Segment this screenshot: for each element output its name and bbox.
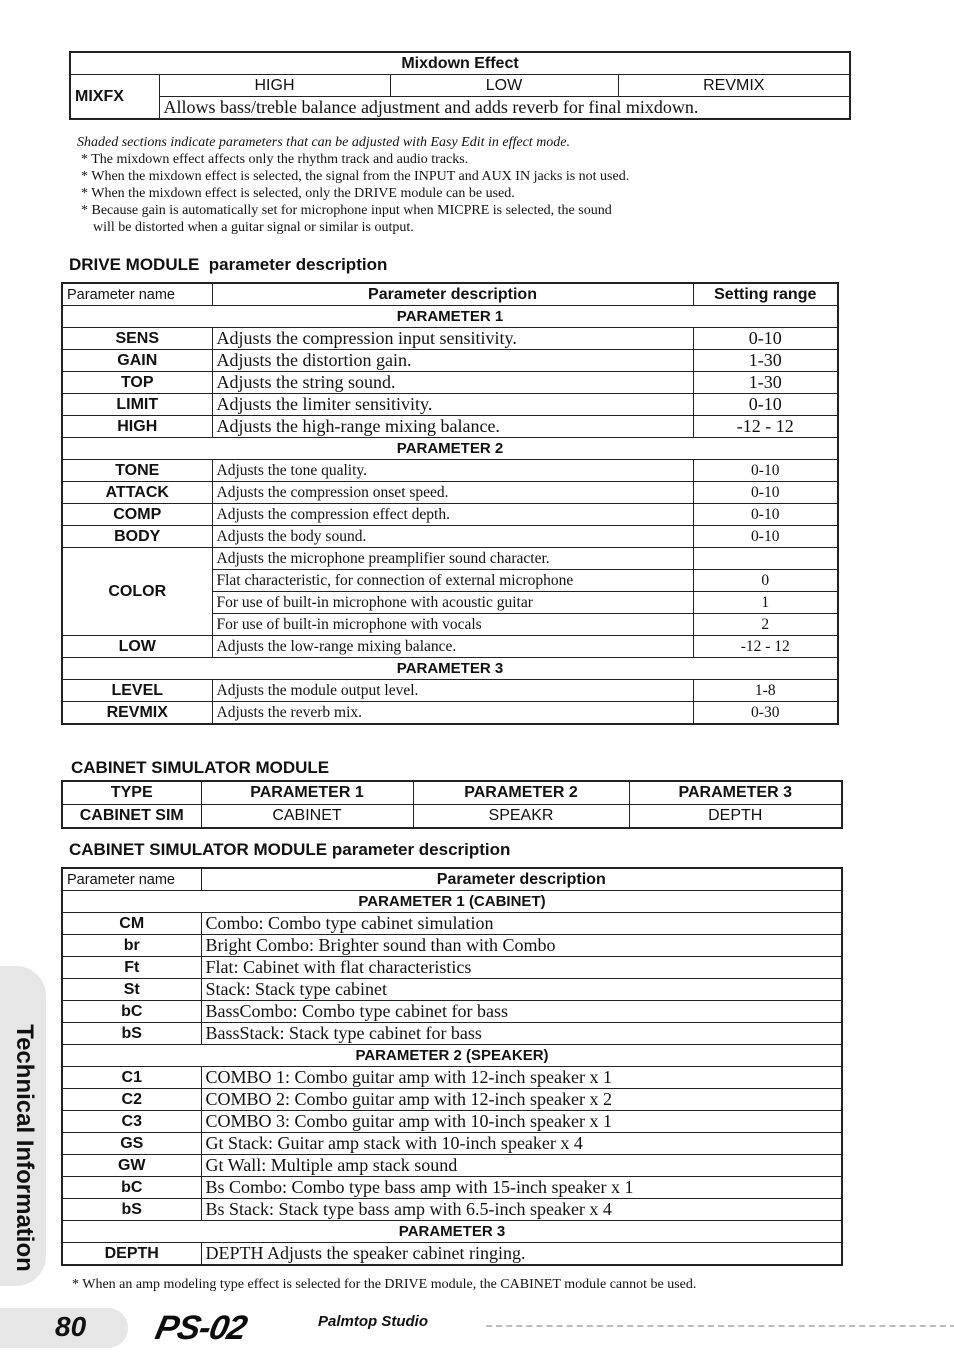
- param-name: bC: [62, 1001, 201, 1023]
- param-range: 0-10: [693, 460, 838, 482]
- param-name: TONE: [62, 460, 212, 482]
- param-name: LOW: [62, 636, 212, 658]
- param-desc: Combo: Combo type cabinet simulation: [201, 913, 842, 935]
- brand-logo: PS-02: [152, 1309, 250, 1347]
- param-range: [693, 548, 838, 570]
- footer-divider: [486, 1325, 954, 1327]
- param-name: Ft: [62, 957, 201, 979]
- cabinet-table: [61, 780, 843, 829]
- param-name: C1: [62, 1067, 201, 1089]
- param-desc: BassCombo: Combo type cabinet for bass: [201, 1001, 842, 1023]
- param-name: bC: [62, 1177, 201, 1199]
- notes: [77, 134, 629, 236]
- drive-table: [61, 282, 839, 725]
- param-name: BODY: [62, 526, 212, 548]
- param-desc: Flat: Cabinet with flat characteristics: [201, 957, 842, 979]
- param-desc: COMBO 3: Combo guitar amp with 10-inch speaker x 1: [201, 1111, 842, 1133]
- note-2: * When the mixdown effect is selected, the signal from the INPUT and AUX IN jacks is not used.: [81, 169, 630, 184]
- param-desc: Adjusts the compression effect depth.: [212, 504, 693, 526]
- cab-param1: CABINET: [201, 805, 413, 829]
- param-range: 1-30: [693, 372, 838, 394]
- param-desc: Adjusts the string sound.: [212, 372, 693, 394]
- cab-type: CABINET SIM: [62, 805, 201, 829]
- param-range: 0-10: [693, 526, 838, 548]
- cabdesc-table: [61, 867, 843, 1266]
- param-desc: Bs Stack: Stack type bass amp with 6.5-inch speaker x 4: [201, 1199, 842, 1221]
- param-desc: Adjusts the tone quality.: [212, 460, 693, 482]
- brand-subtitle: Palmtop Studio: [318, 1313, 428, 1330]
- drive-param3-label: PARAMETER 3: [62, 658, 838, 680]
- note-4: * Because gain is automatically set for microphone input when MICPRE is selected, the sound: [81, 203, 612, 218]
- mixdown-table: [69, 51, 851, 120]
- param-name: GAIN: [62, 350, 212, 372]
- param-desc: COMBO 2: Combo guitar amp with 12-inch speaker x 2: [201, 1089, 842, 1111]
- param-desc: Adjusts the body sound.: [212, 526, 693, 548]
- cabdesc-param2-label: PARAMETER 2 (SPEAKER): [62, 1045, 842, 1067]
- cabdesc-heading: CABINET SIMULATOR MODULE parameter description: [69, 840, 511, 859]
- shaded-note: Shaded sections indicate parameters that can be adjusted with Easy Edit in effect mode.: [77, 135, 571, 150]
- param-name: C3: [62, 1111, 201, 1133]
- param-range: 0-10: [693, 504, 838, 526]
- drive-col-range: Setting range: [693, 283, 838, 306]
- param-desc: Adjusts the compression onset speed.: [212, 482, 693, 504]
- param-name: br: [62, 935, 201, 957]
- drive-col-desc: Parameter description: [212, 283, 693, 306]
- cab-header-param3: PARAMETER 3: [629, 781, 842, 805]
- param-range: 0: [693, 570, 838, 592]
- param-desc: Adjusts the microphone preamplifier sound character.: [212, 548, 693, 570]
- cabdesc-param1-label: PARAMETER 1 (CABINET): [62, 891, 842, 913]
- param-name: CM: [62, 913, 201, 935]
- param-range: 0-10: [693, 394, 838, 416]
- param-name: GW: [62, 1155, 201, 1177]
- footnote: * When an amp modeling type effect is selected for the DRIVE module, the CABINET module cannot be used.: [72, 1277, 697, 1292]
- param-desc: Gt Wall: Multiple amp stack sound: [201, 1155, 842, 1177]
- cab-header-param1: PARAMETER 1: [201, 781, 413, 805]
- param-desc: Stack: Stack type cabinet: [201, 979, 842, 1001]
- param-range: 0-10: [693, 328, 838, 350]
- cab-param3: DEPTH: [629, 805, 842, 829]
- side-tab-label: Technical Information: [11, 1024, 38, 1272]
- param-desc: For use of built-in microphone with vocals: [212, 614, 693, 636]
- drive-param2-label: PARAMETER 2: [62, 438, 838, 460]
- param-name: ATTACK: [62, 482, 212, 504]
- param-desc: DEPTH Adjusts the speaker cabinet ringing.: [201, 1243, 842, 1266]
- param-name: bS: [62, 1023, 201, 1045]
- param-desc: Adjusts the high-range mixing balance.: [212, 416, 693, 438]
- param-name: LEVEL: [62, 680, 212, 702]
- param-name: DEPTH: [62, 1243, 201, 1266]
- note-3: * When the mixdown effect is selected, only the DRIVE module can be used.: [81, 186, 515, 201]
- param-name: LIMIT: [62, 394, 212, 416]
- param-desc: Adjusts the reverb mix.: [212, 702, 693, 725]
- param-name: COMP: [62, 504, 212, 526]
- param-desc: Adjusts the low-range mixing balance.: [212, 636, 693, 658]
- param-range: 1: [693, 592, 838, 614]
- mixdown-description: Allows bass/treble balance adjustment and adds reverb for final mixdown.: [159, 97, 850, 120]
- note-1: * The mixdown effect affects only the rhythm track and audio tracks.: [81, 152, 469, 167]
- cabdesc-col-desc: Parameter description: [201, 868, 842, 891]
- param-range: 2: [693, 614, 838, 636]
- param-name: GS: [62, 1133, 201, 1155]
- drive-heading: DRIVE MODULE parameter description: [69, 255, 388, 274]
- cabinet-heading: CABINET SIMULATOR MODULE: [71, 758, 330, 777]
- param-name: C2: [62, 1089, 201, 1111]
- mixdown-type: MIXFX: [70, 75, 159, 120]
- param-name: SENS: [62, 328, 212, 350]
- param-desc: Adjusts the module output level.: [212, 680, 693, 702]
- drive-col-name: Parameter name: [62, 283, 212, 306]
- note-5: will be distorted when a guitar signal or similar is output.: [93, 220, 414, 235]
- cabdesc-col-name: Parameter name: [62, 868, 201, 891]
- param-desc: Flat characteristic, for connection of external microphone: [212, 570, 693, 592]
- param-range: 1-30: [693, 350, 838, 372]
- param-desc: BassStack: Stack type cabinet for bass: [201, 1023, 842, 1045]
- drive-param1-label: PARAMETER 1: [62, 306, 838, 328]
- param-desc: COMBO 1: Combo guitar amp with 12-inch speaker x 1: [201, 1067, 842, 1089]
- mixdown-param-high: HIGH: [159, 75, 390, 97]
- mixdown-param-low: LOW: [390, 75, 618, 97]
- cabdesc-param3-label: PARAMETER 3: [62, 1221, 842, 1243]
- mixdown-param-revmix: REVMIX: [618, 75, 850, 97]
- page-number: 80: [55, 1311, 87, 1342]
- param-desc: Adjusts the distortion gain.: [212, 350, 693, 372]
- param-desc: For use of built-in microphone with acoustic guitar: [212, 592, 693, 614]
- cab-header-param2: PARAMETER 2: [413, 781, 629, 805]
- param-name: REVMIX: [62, 702, 212, 725]
- param-desc: Gt Stack: Guitar amp stack with 10-inch speaker x 4: [201, 1133, 842, 1155]
- param-name: HIGH: [62, 416, 212, 438]
- param-range: 0-10: [693, 482, 838, 504]
- param-desc: Adjusts the compression input sensitivity.: [212, 328, 693, 350]
- param-name: TOP: [62, 372, 212, 394]
- param-range: 0-30: [693, 702, 838, 725]
- param-name: bS: [62, 1199, 201, 1221]
- param-range: 1-8: [693, 680, 838, 702]
- cab-param2: SPEAKR: [413, 805, 629, 829]
- param-desc: Adjusts the limiter sensitivity.: [212, 394, 693, 416]
- param-desc: Bright Combo: Brighter sound than with Combo: [201, 935, 842, 957]
- cab-header-type: TYPE: [62, 781, 201, 805]
- param-range: -12 - 12: [693, 416, 838, 438]
- param-name: St: [62, 979, 201, 1001]
- param-desc: Bs Combo: Combo type bass amp with 15-inch speaker x 1: [201, 1177, 842, 1199]
- mixdown-title: Mixdown Effect: [70, 52, 850, 75]
- param-range: -12 - 12: [693, 636, 838, 658]
- param-name-color: COLOR: [62, 548, 212, 636]
